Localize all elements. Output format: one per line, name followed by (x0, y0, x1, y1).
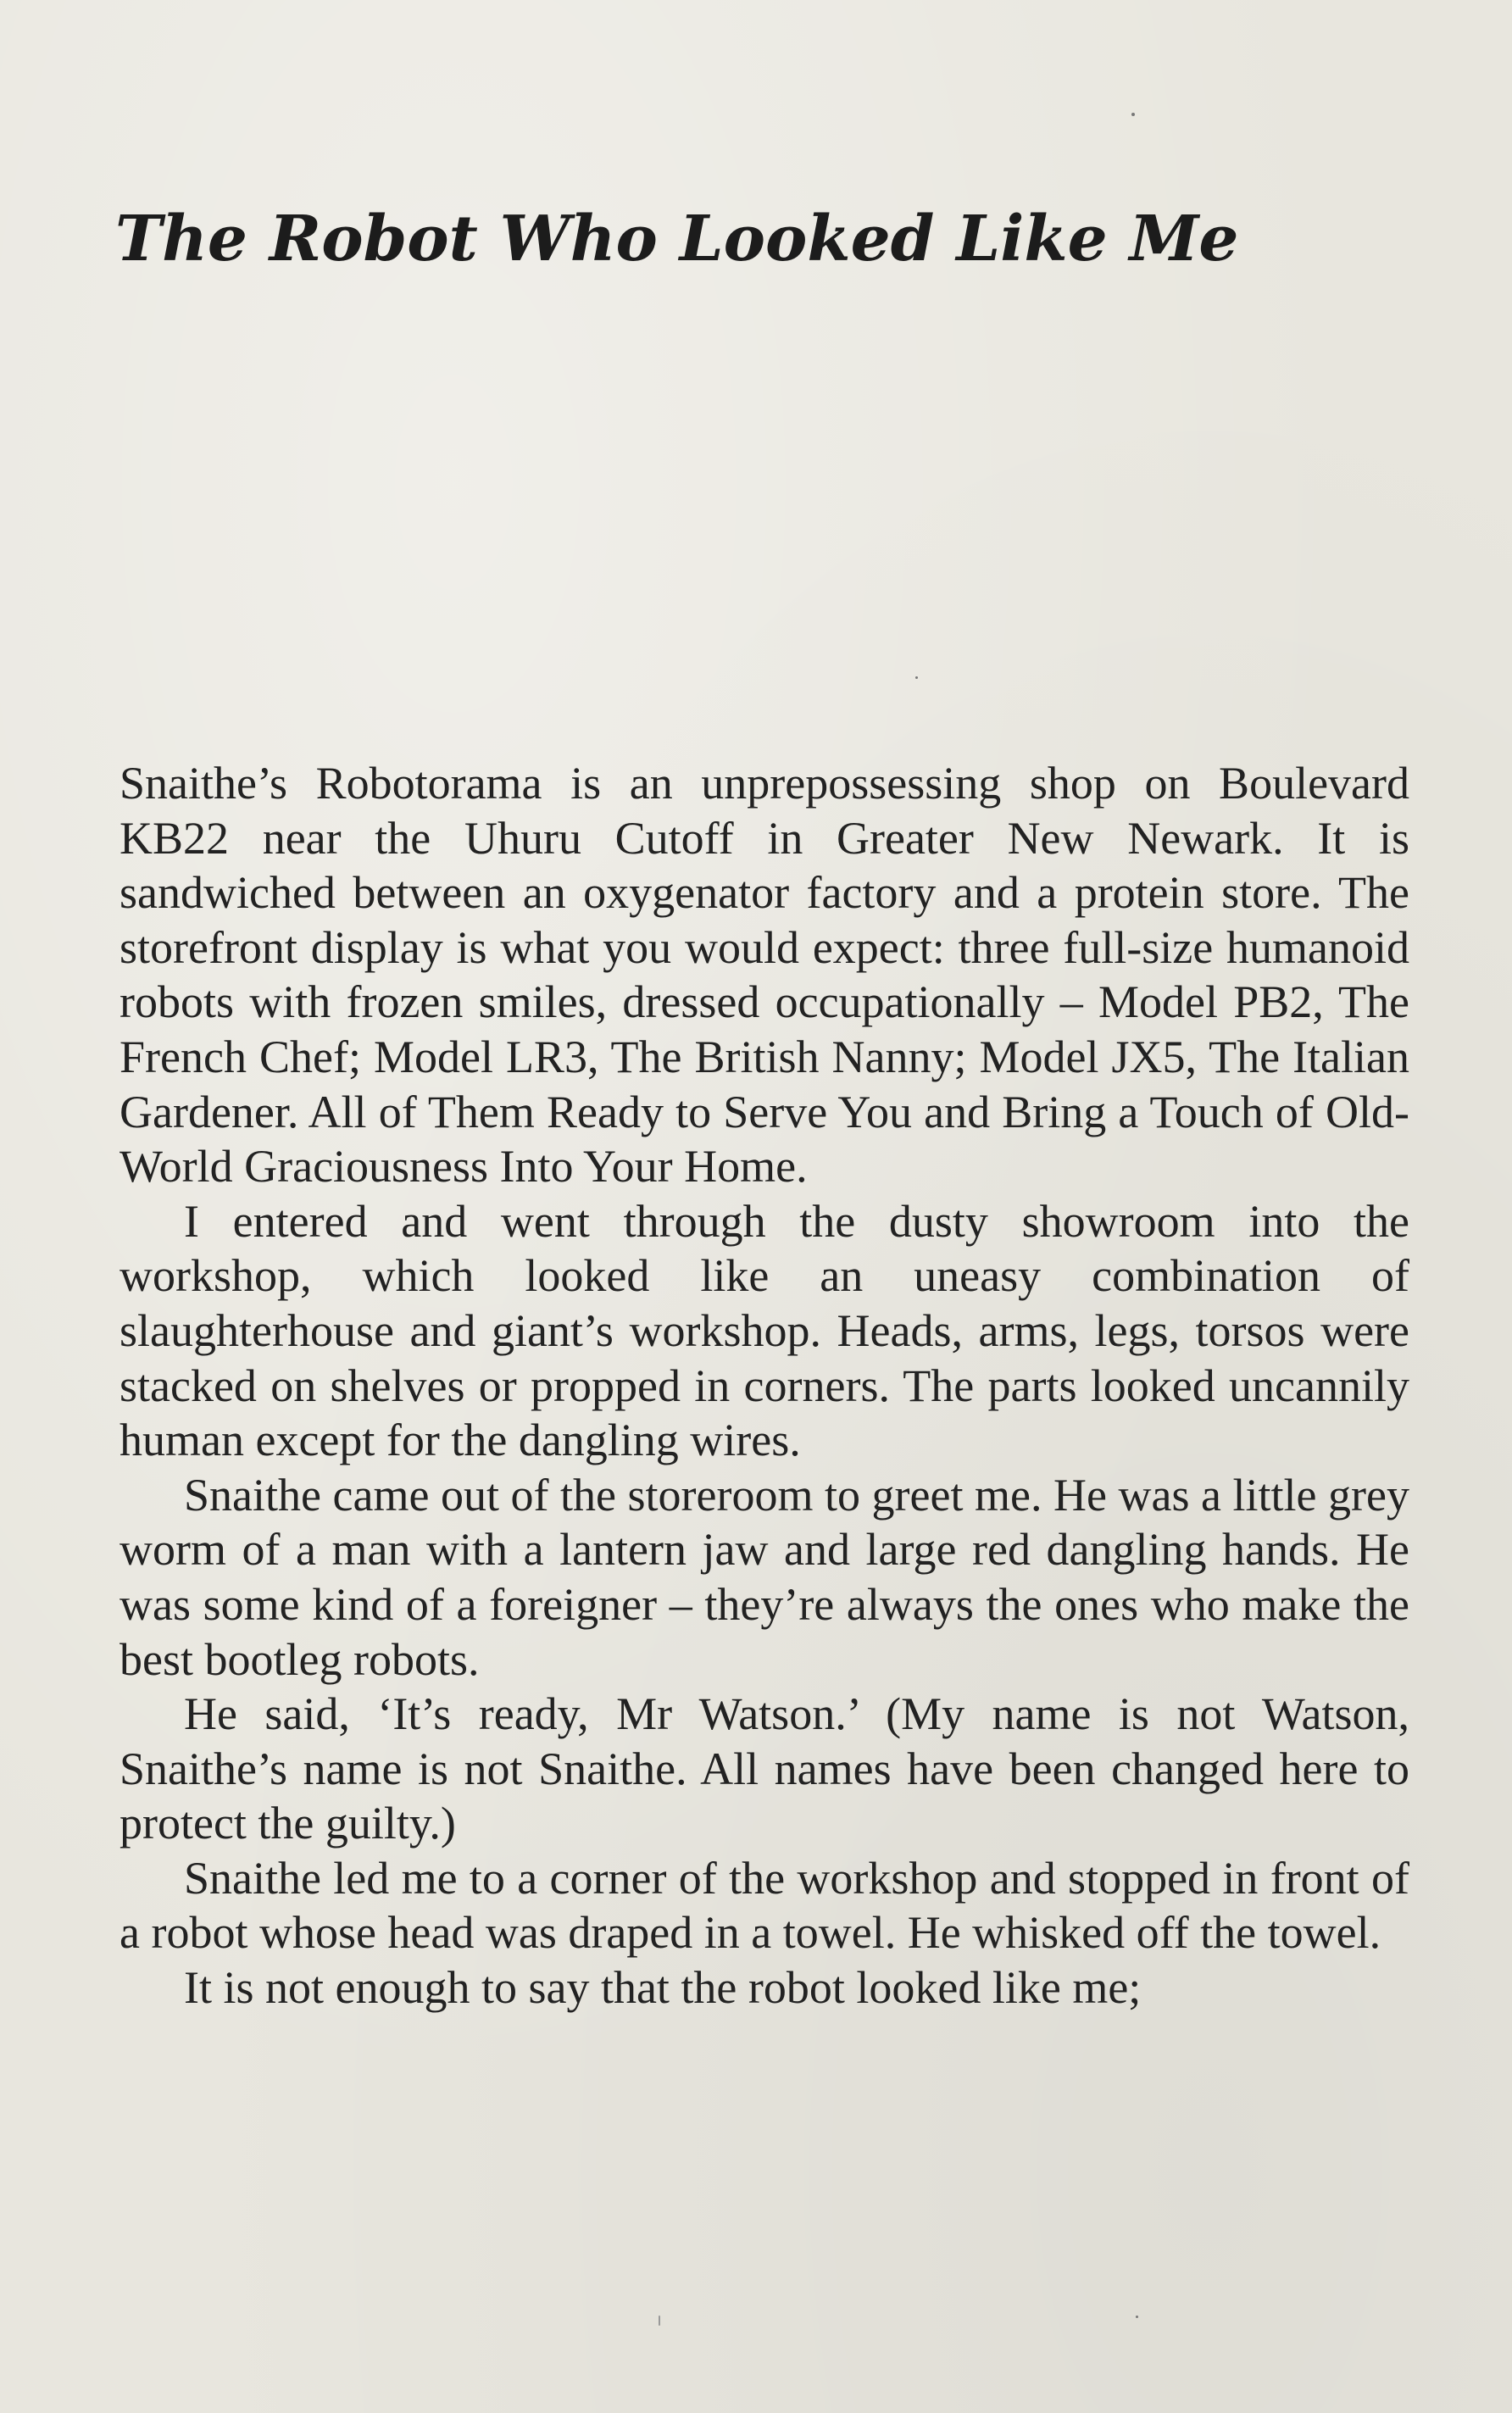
paper-speck (1131, 113, 1135, 116)
story-title: The Robot Who Looked Like Me (115, 203, 1239, 275)
story-body (120, 756, 1409, 2015)
paper-speck (915, 676, 918, 679)
paragraph-2: I entered and went through the dusty showroom into the workshop, which looked like an uneasy combination of slaughterhouse and giant’s workshop. Heads, arms, legs, torsos were stacked on shelves or propped in corners. The parts looked uncannily human except for the dangling wires. (120, 1195, 1409, 1466)
paper-speck (1136, 2316, 1138, 2318)
paper-speck (659, 2316, 660, 2326)
paragraph-4: He said, ‘It’s ready, Mr Watson.’ (My name is not Watson, Snaithe’s name is not Snaithe. All names have been changed here to protect the guilty.) (120, 1688, 1409, 1849)
paragraph-3: Snaithe came out of the storeroom to greet me. He was a little grey worm of a man with a lantern jaw and large red dangling hands. He was some kind of a foreigner – they’re always the ones who make the best bootleg robots. (120, 1469, 1409, 1685)
paragraph-6: It is not enough to say that the robot looked like me; (184, 1962, 1142, 2014)
paragraph-1: Snaithe’s Robotorama is an unprepossessing shop on Boulevard KB22 near the Uhuru Cutoff in Greater New Newark. It is sandwiched between an oxygenator factory and a protein store. The storefront display is what you would expect: three full-size humanoid robots with frozen smiles, dressed occupationally – Model PB2, The French Chef; Model LR3, The British Nanny; Model JX5, The Italian Gardener. All of Them Ready to Serve You and Bring a Touch of Old-World Graciousness Into Your Home. (120, 758, 1409, 1193)
paragraph-5: Snaithe led me to a corner of the workshop and stopped in front of a robot whose head was draped in a towel. He whisked off the towel. (120, 1852, 1409, 1959)
